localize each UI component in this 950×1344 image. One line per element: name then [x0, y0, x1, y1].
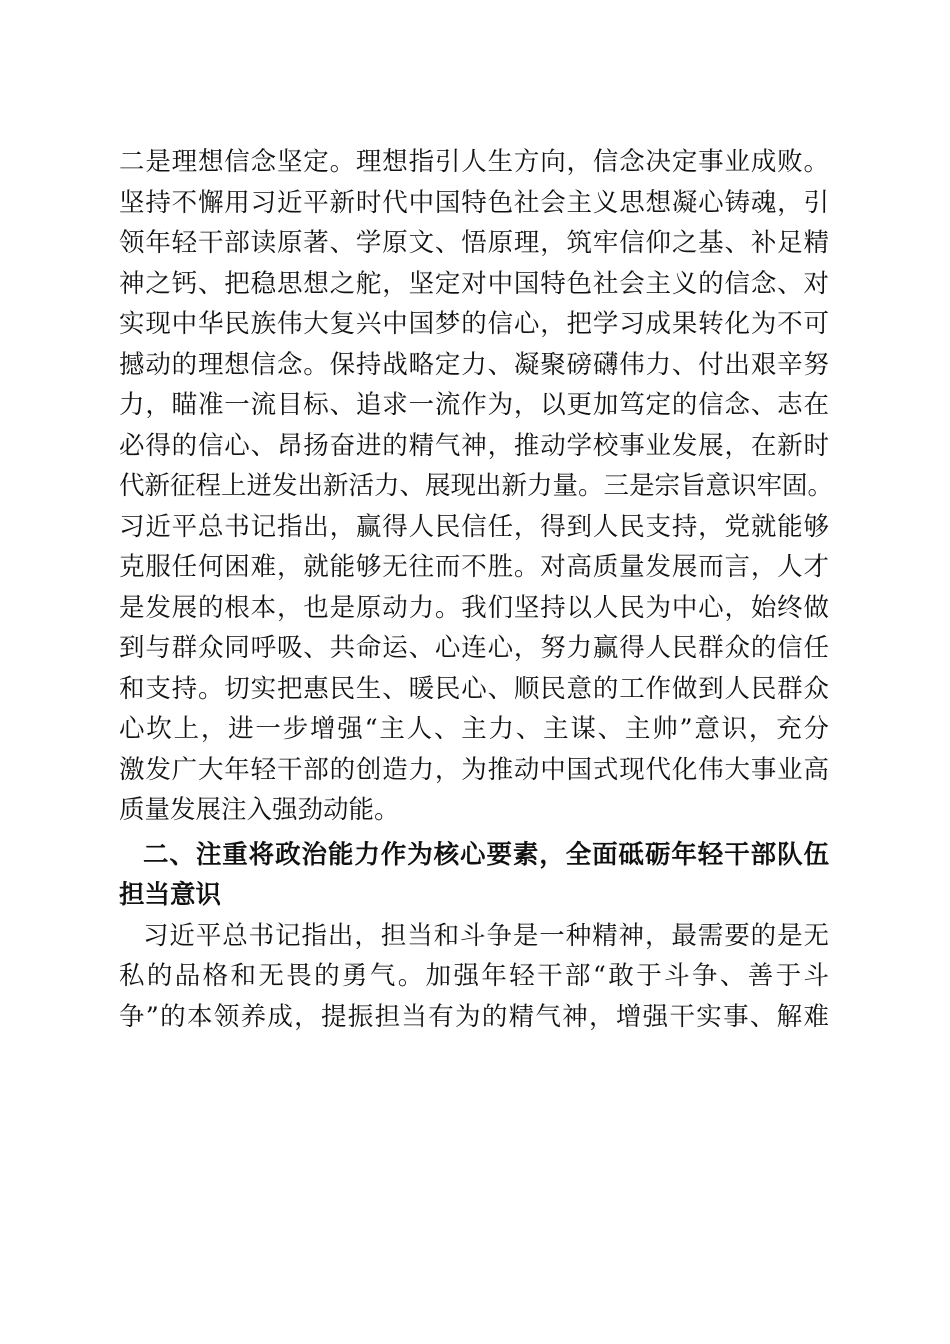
paragraph-line: 实现中华民族伟大复兴中国梦的信心，把学习成果转化为不可 [119, 309, 829, 339]
paragraph-line: 神之钙、把稳思想之舵，坚定对中国特色社会主义的信念、对 [119, 268, 829, 299]
paragraph-line: 是发展的根本，也是原动力。我们坚持以人民为中心，始终做 [119, 592, 829, 623]
paragraph-ideals-and-purpose [119, 142, 834, 831]
paragraph-line: 和支持。切实把惠民生、暖民心、顺民意的工作做到人民群众 [119, 673, 829, 704]
paragraph-line: 克服任何困难，就能够无往而不胜。对高质量发展而言，人才 [119, 552, 829, 582]
paragraph-line: 必得的信心、昂扬奋进的精气神，推动学校事业发展，在新时 [119, 430, 829, 461]
paragraph-line: 心坎上，进一步增强“主人、主力、主谋、主帅”意识，充分 [119, 714, 829, 744]
section-heading-2 [119, 835, 829, 916]
paragraph-line: 力，瞄准一流目标、追求一流作为，以更加笃定的信念、志在 [119, 390, 829, 420]
paragraph-line: 到与群众同呼吸、共命运、心连心，努力赢得人民群众的信任 [119, 633, 829, 663]
paragraph-line: 习近平总书记指出，赢得人民信任，得到人民支持，党就能够 [119, 511, 829, 542]
paragraph-line: 领年轻干部读原著、学原文、悟原理，筑牢信仰之基、补足精 [119, 228, 829, 258]
paragraph-line: 坚持不懈用习近平新时代中国特色社会主义思想凝心铸魂，引 [119, 187, 829, 218]
paragraph-line: 撼动的理想信念。保持战略定力、凝聚磅礴伟力、付出艰辛努 [119, 349, 829, 380]
paragraph-line: 争”的本领养成，提振担当有为的精气神，增强干实事、解难 [119, 1001, 829, 1032]
section-heading-line: 担当意识 [119, 880, 222, 910]
paragraph-line: 习近平总书记指出，担当和斗争是一种精神，最需要的是无 [143, 920, 829, 951]
paragraph-line: 私的品格和无畏的勇气。加强年轻干部“敢于斗争、善于斗 [119, 961, 829, 991]
paragraph-line: 激发广大年轻干部的创造力，为推动中国式现代化伟大事业高 [119, 754, 829, 785]
paragraph-responsibility [119, 916, 829, 1038]
paragraph-line: 代新征程上迸发出新活力、展现出新力量。三是宗旨意识牢固。 [119, 471, 834, 501]
document-body [119, 142, 834, 1037]
section-heading-line: 二、注重将政治能力作为核心要素，全面砥砺年轻干部队伍 [143, 839, 829, 870]
paragraph-line: 二是理想信念坚定。理想指引人生方向，信念决定事业成败。 [119, 147, 829, 177]
paragraph-line: 质量发展注入强劲动能。 [119, 795, 400, 825]
